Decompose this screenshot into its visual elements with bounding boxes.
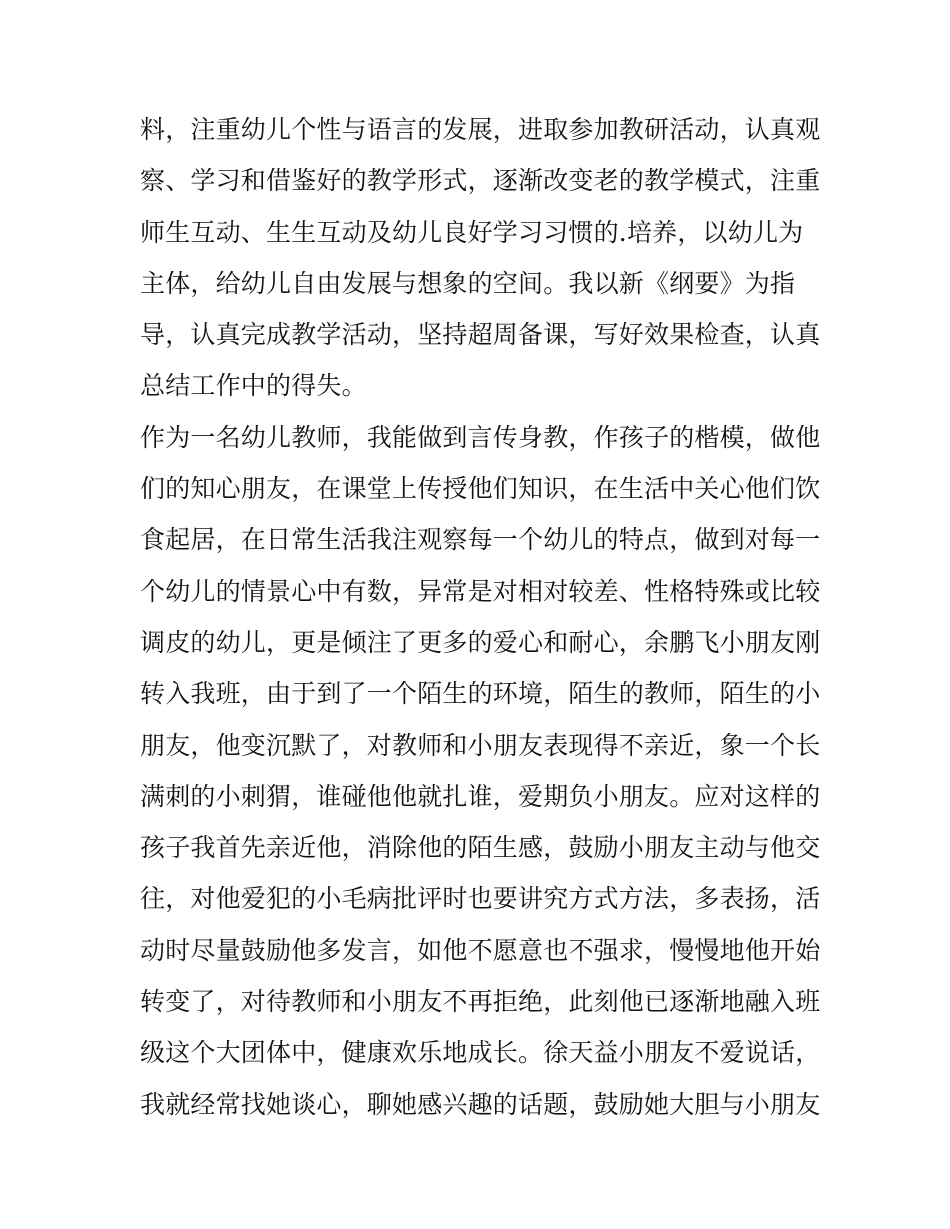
text-line-17: 动时尽量鼓励他多发言，如他不愿意也不强求，慢慢地他开始	[140, 935, 821, 965]
text-line-1: 料，注重幼儿个性与语言的发展，进取参加教研活动，认真观	[140, 115, 821, 144]
text-line-20: 我就经常找她谈心，聊她感兴趣的话题，鼓励她大胆与小朋友	[140, 1089, 821, 1119]
text-line-2: 察、学习和借鉴好的教学形式，逐渐改变老的教学模式，注重	[140, 166, 821, 196]
text-line-8: 们的知心朋友，在课堂上传授他们知识，在生活中关心他们饮	[140, 474, 821, 504]
text-line-7: 作为一名幼儿教师，我能做到言传身教，作孩子的楷模，做他	[140, 422, 821, 452]
text-line-9: 食起居，在日常生活我注观察每一个幼儿的特点，做到对每一	[140, 525, 821, 555]
text-line-6: 总结工作中的得失。	[140, 371, 367, 401]
text-line-12: 转入我班，由于到了一个陌生的环境，陌生的教师，陌生的小	[140, 679, 821, 709]
text-line-10: 个幼儿的情景心中有数，异常是对相对较差、性格特殊或比较	[140, 576, 821, 606]
text-line-11: 调皮的幼儿，更是倾注了更多的爱心和耐心，余鹏飞小朋友刚	[140, 627, 821, 657]
text-line-5: 导，认真完成教学活动，坚持超周备课，写好效果检查，认真	[140, 320, 821, 350]
text-line-16: 往，对他爱犯的小毛病批评时也要讲究方式方法，多表扬，活	[140, 884, 821, 914]
body-text	[140, 104, 820, 1130]
text-line-4: 主体，给幼儿自由发展与想象的空间。我以新《纲要》为指	[140, 268, 796, 298]
text-line-18: 转变了，对待教师和小朋友不再拒绝，此刻他已逐渐地融入班	[140, 987, 821, 1017]
text-line-3: 师生互动、生生互动及幼儿良好学习习惯的.培养，以幼儿为	[140, 217, 804, 247]
text-line-14: 满刺的小刺猬，谁碰他他就扎谁，爱期负小朋友。应对这样的	[140, 781, 821, 811]
text-line-15: 孩子我首先亲近他，消除他的陌生感，鼓励小朋友主动与他交	[140, 833, 821, 863]
text-line-19: 级这个大团体中，健康欢乐地成长。徐天益小朋友不爱说话，	[140, 1038, 821, 1068]
text-line-13: 朋友，他变沉默了，对教师和小朋友表现得不亲近，象一个长	[140, 730, 821, 760]
